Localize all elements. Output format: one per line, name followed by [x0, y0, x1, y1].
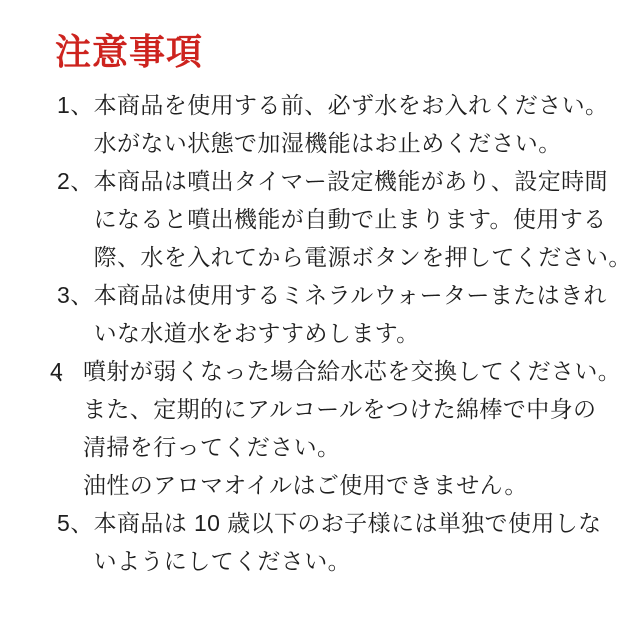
text-line: になると噴出機能が自動で止まります。使用する: [93, 206, 607, 232]
item-text: [94, 86, 623, 162]
item-number: 3、: [57, 282, 94, 308]
text-line: 油性のアロマオイルはご使用できません。: [83, 472, 528, 498]
page-title: 注意事項: [55, 31, 204, 72]
text-line: 水がない状態で加湿機能はお止めください。: [93, 130, 562, 156]
text-line: いな水道水をおすすめします。: [93, 320, 420, 346]
text-line: 本商品は噴出タイマー設定機能があり、設定時間: [93, 168, 608, 194]
text-line: 本商品を使用する前、必ず水をお入れください。: [93, 92, 609, 118]
list-item: [50, 352, 623, 504]
text-line: 清掃を行ってください。: [83, 434, 341, 460]
item-number: 4、: [50, 358, 70, 384]
item-text: [83, 352, 623, 504]
list-item: [57, 276, 623, 352]
item-number: 1、: [57, 92, 94, 118]
item-number: 2、: [57, 168, 94, 194]
list-item: [57, 504, 623, 580]
list-item: [57, 86, 623, 162]
text-line: 本商品は 10 歳以下のお子様には単独で使用しな: [93, 510, 602, 536]
item-text: [94, 504, 623, 580]
list-item: [57, 162, 632, 276]
text-line: 噴射が弱くなった場合給水芯を交換してください。: [83, 358, 622, 384]
item-text: [93, 162, 632, 276]
text-line: いようにしてください。: [93, 548, 351, 574]
notice-list: [50, 86, 632, 580]
text-line: また、定期的にアルコールをつけた綿棒で中身の: [83, 396, 597, 422]
text-line: 本商品は使用するミネラルウォーターまたはきれ: [93, 282, 607, 308]
item-text: [94, 276, 623, 352]
text-line: 際、水を入れてから電源ボタンを押してください。: [93, 244, 632, 270]
item-number: 5、: [57, 510, 94, 536]
